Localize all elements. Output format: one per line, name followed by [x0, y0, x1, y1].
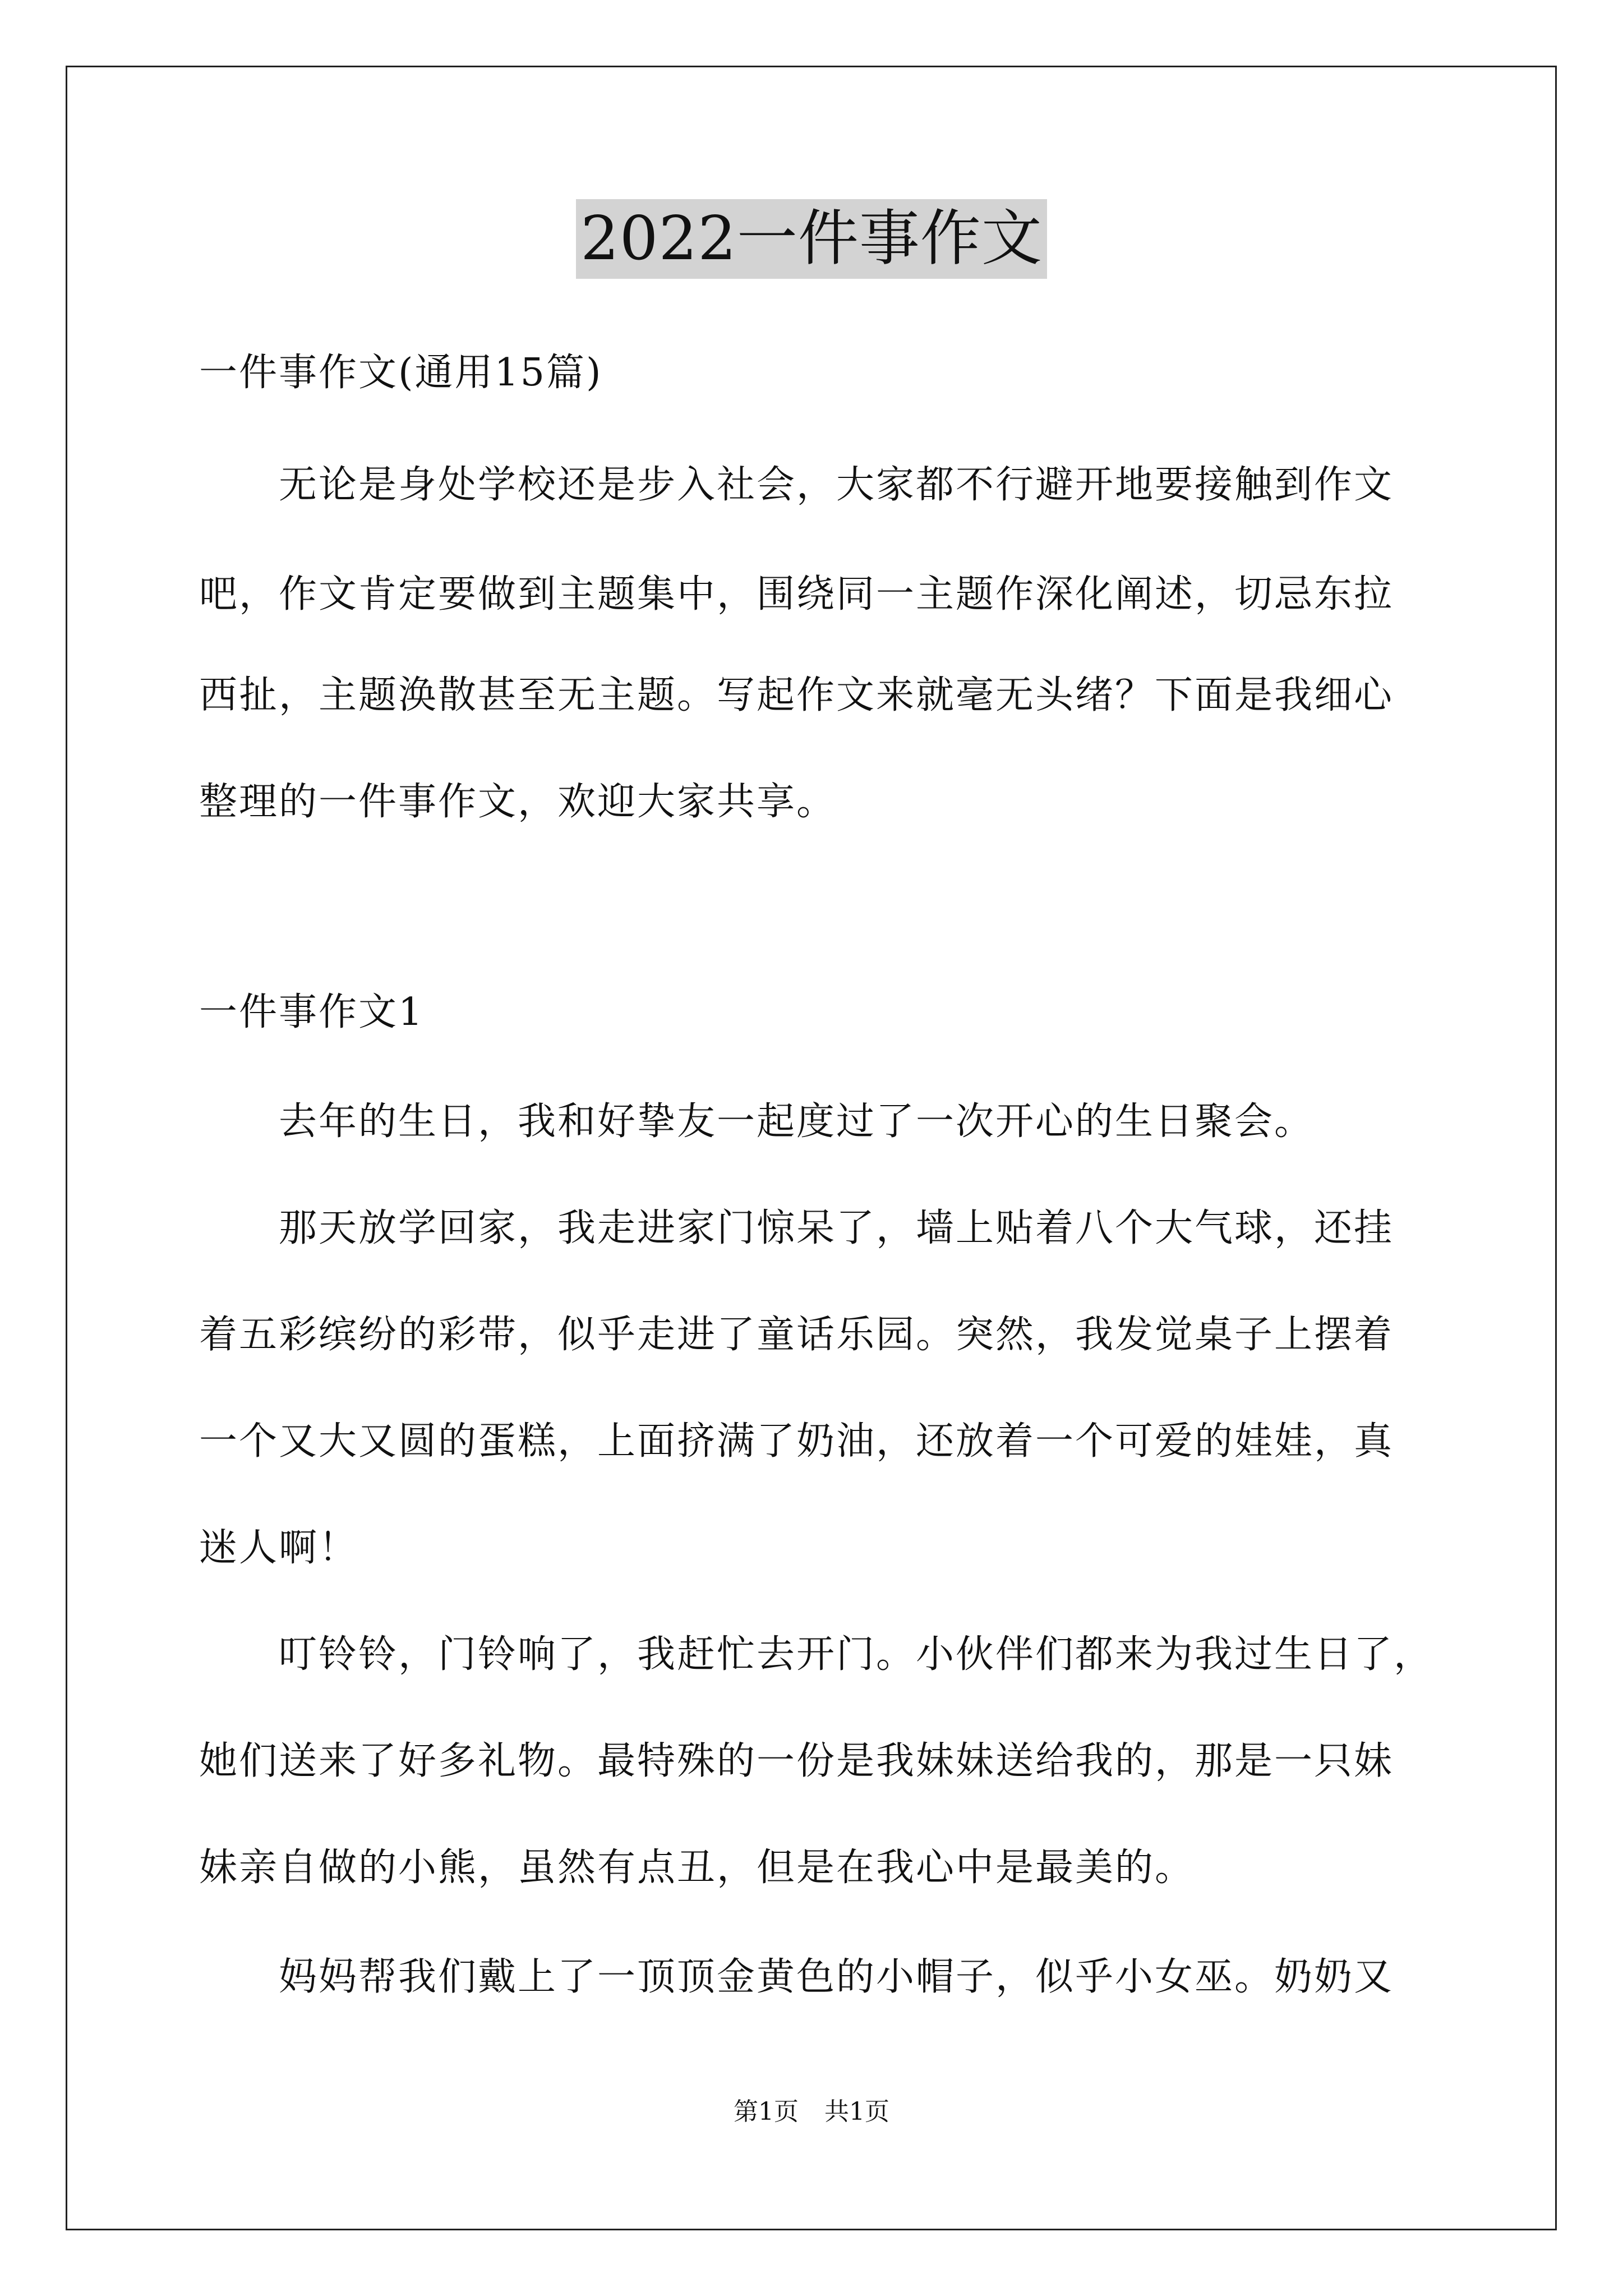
section-heading: 一件事作文1 [199, 990, 425, 1034]
intro-line: 无论是身处学校还是步入社会，大家都不行避开地要接触到作文 [199, 463, 1394, 507]
body-line: 她们送来了好多礼物。最特殊的一份是我妹妹送给我的，那是一只妹 [199, 1739, 1394, 1783]
subtitle: 一件事作文(通用15篇) [199, 351, 603, 395]
body-line: 着五彩缤纷的彩带，似乎走进了童话乐园。突然，我发觉桌子上摆着 [199, 1313, 1394, 1357]
body-line: 去年的生日，我和好挚友一起度过了一次开心的生日聚会。 [199, 1099, 1315, 1144]
intro-line: 西扯，主题涣散甚至无主题。写起作文来就毫无头绪？下面是我细心 [199, 673, 1394, 717]
body-line: 妈妈帮我们戴上了一顶顶金黄色的小帽子，似乎小女巫。奶奶又 [199, 1955, 1394, 1999]
intro-line: 整理的一件事作文，欢迎大家共享。 [199, 780, 837, 824]
body-line: 迷人啊！ [199, 1526, 359, 1570]
page-footer [0, 2095, 1623, 2129]
body-line: 一个又大又圆的蛋糕，上面挤满了奶油，还放着一个可爱的娃娃，真 [199, 1419, 1394, 1464]
body-line: 叮铃铃，门铃响了，我赶忙去开门。小伙伴们都来为我过生日了， [199, 1632, 1434, 1677]
page-total: 共1页 [824, 2097, 889, 2126]
page-number: 第1页 [734, 2097, 799, 2126]
intro-line: 吧，作文肯定要做到主题集中，围绕同一主题作深化阐述，切忌东拉 [199, 572, 1394, 616]
title-container [0, 199, 1623, 279]
body-line: 那天放学回家，我走进家门惊呆了，墙上贴着八个大气球，还挂 [199, 1206, 1394, 1250]
document-title: 2022一件事作文 [576, 199, 1047, 279]
body-line: 妹亲自做的小熊，虽然有点丑，但是在我心中是最美的。 [199, 1846, 1195, 1890]
